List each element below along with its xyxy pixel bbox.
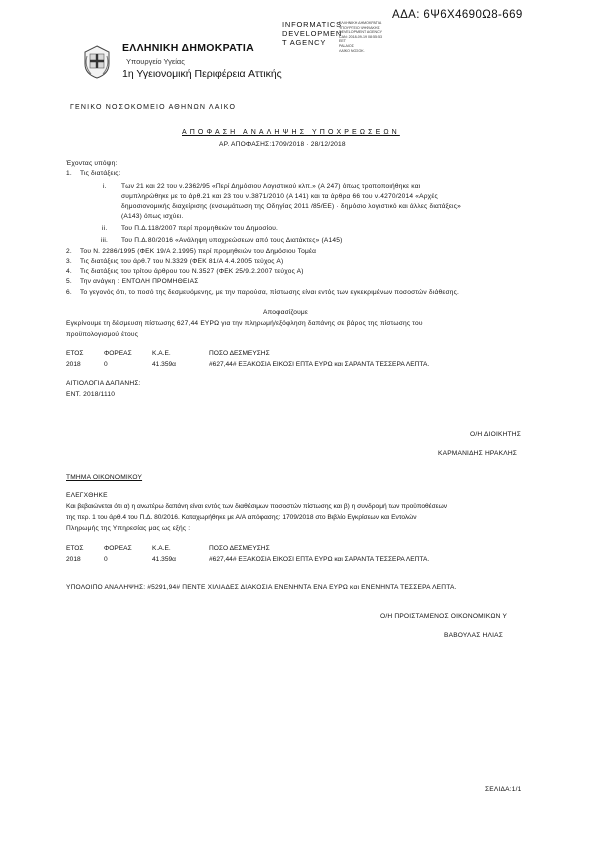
list-item: 4. Τις διατάξεις του τρίτου άρθρου του Ν.3527 (ΦΕΚ 25/9.2.2007 τεύχος Α): [66, 268, 304, 275]
finance-head-name: ΒΑΒΟΥΛΑΣ ΗΛΙΑΣ: [444, 632, 504, 639]
list-item: 3. Τις διατάξεις του άρθ.7 του Ν.3329 (ΦΕΚ 81/Α 4.4.2005 τεύχος Α): [66, 258, 284, 265]
finance-dept-title: ΤΜΗΜΑ ΟΙΚΟΝΟΜΙΚΟΥ: [66, 474, 143, 481]
list-item-continued: (Α143) όπως ισχύει.: [121, 213, 184, 220]
table-header: Κ.Α.Ε.: [152, 350, 171, 357]
list-item: 1. Τις διατάξεις:: [66, 170, 121, 177]
list-item: i. Των 21 και 22 του ν.2362/95 «Περί Δημόσιου Λογιστικού κλπ.» (Α 247) όπως τροποποιήθηκε και: [103, 183, 421, 190]
republic-title: ΕΛΛΗΝΙΚΗ ΔΗΜΟΚΡΑΤΙΑ: [122, 42, 254, 54]
list-item: iii. Του Π.Δ.80/2016 «Ανάληψη υποχρεώσεων από τους Διατάκτες» (Α145): [101, 237, 343, 244]
digital-signature-block: ΕΛΛΗΝΙΚΗ ΔΗΜΟΚΡΑΤΙΑ ΥΠΟΥΡΓΕΙΟ ΨΗΦΙΑΚΗΣ DEVELOPMENT AGENCY CAN: 2018-09-19 08:55:53 EET PALAIOΣ ΛΑΪΚΟ ΝΟΣΟΚ.: [339, 21, 383, 53]
ada-code: ΑΔΑ: 6Ψ6Χ4690Ω8-669: [392, 9, 523, 21]
list-item: 6. Το γεγονός ότι, το ποσό της δεσμευόμενης, με την παρούσα, πίστωσης είναι εντός των εγκεκριμένων ποσοστών διάθεσης.: [66, 289, 460, 296]
decide-text-line: προϋπολογισμού έτους: [66, 331, 139, 338]
table-cell: 0: [104, 556, 108, 563]
finance-text-line: Και βεβαιώνεται ότι α) η ανωτέρω δαπάνη είναι εντός των διαθέσιμων ποσοστών πίστωσης και β) η συνδρομή των προϋποθέσεων: [66, 503, 448, 510]
list-item: ii. Του Π.Δ.118/2007 περί προμηθειών του Δημοσίου.: [102, 225, 279, 232]
table-cell: 41.359α: [152, 556, 176, 563]
table-header: ΕΤΟΣ: [66, 350, 84, 357]
director-name: ΚΑΡΜΑΝΙΔΗΣ ΗΡΑΚΛΗΣ: [438, 450, 518, 457]
table-cell: #627,44# ΕΞΑΚΟΣΙΑ ΕΙΚΟΣΙ ΕΠΤΑ ΕΥΡΩ και ΣΑΡΑΝΤΑ ΤΕΣΣΕΡΑ ΛΕΠΤΑ.: [209, 556, 430, 563]
hospital-name: ΓΕΝΙΚΟ ΝΟΣΟΚΟΜΕΙΟ ΑΘΗΝΩΝ ΛΑΙΚΟ: [70, 104, 237, 111]
table-header: ΦΟΡΕΑΣ: [104, 545, 132, 552]
table-header: ΕΤΟΣ: [66, 545, 84, 552]
decide-heading: Αποφασίζουμε: [263, 309, 309, 316]
justification-value: ΕΝΤ. 2018/1110: [66, 391, 116, 398]
page-number: ΣΕΛΙΔΑ:1/1: [485, 786, 522, 793]
finance-head-role: Ο/Η ΠΡΟΙΣΤΑΜΕΝΟΣ ΟΙΚΟΝΟΜΙΚΩΝ Υ: [380, 613, 508, 620]
decision-title: ΑΠΟΦΑΣΗ ΑΝΑΛΗΨΗΣ ΥΠΟΧΡΕΩΣΕΩΝ: [182, 129, 400, 136]
informatics-agency-logo: INFORMATICS DEVELOPMEN T AGENCY: [282, 20, 343, 47]
checked-label: ΕΛΕΓΧΘΗΚΕ: [66, 492, 108, 499]
list-item: 5. Την ανάγκη : ΕΝΤΟΛΗ ΠΡΟΜΗΘΕΙΑΣ: [66, 278, 199, 285]
decide-text-line: Εγκρίνουμε τη δέσμευση πίστωσης 627,44 ΕΥΡΩ για την πληρωμή/εξόφληση δαπάνης σε βάρος της πίστωσης του: [66, 320, 423, 327]
list-item: 2. Του Ν. 2286/1995 (ΦΕΚ 19/Α 2.1995) περί προμηθειών του Δημόσιου Τομέα: [66, 248, 317, 255]
decision-number: ΑΡ. ΑΠΟΦΑΣΗΣ:1709/2018 · 28/12/2018: [219, 141, 346, 148]
table-header: ΦΟΡΕΑΣ: [104, 350, 132, 357]
director-role: Ο/Η ΔΙΟΙΚΗΤΗΣ: [470, 431, 522, 438]
health-region: 1η Υγειονομική Περιφέρεια Αττικής: [122, 68, 282, 80]
basis-intro: Έχοντας υπόψη:: [66, 160, 118, 167]
list-item-continued: συμπληρώθηκε με το άρθ.21 και 23 του ν.3871/2010 (Α 141) και τα άρθρα 66 του ν.4270/2014 «Αρχές: [121, 193, 438, 200]
table-cell: 2018: [66, 556, 81, 563]
greek-emblem-icon: [82, 44, 112, 80]
table-header: ΠΟΣΟ ΔΕΣΜΕΥΣΗΣ: [209, 545, 270, 552]
table-cell: 41.359α: [152, 361, 176, 368]
finance-text-line: της περ. 1 του άρθ.4 του Π.Δ. 80/2016. Καταχωρήθηκε με Α/Α απόφασης: 1709/2018 στο Βιβλίο Εγκρίσεων και Εντολών: [66, 514, 417, 521]
remaining-balance: ΥΠΟΛΟΙΠΟ ΑΝΑΛΗΨΗΣ: #5291,94# ΠΕΝΤΕ ΧΙΛΙΑΔΕΣ ΔΙΑΚΟΣΙΑ ΕΝΕΝΗΝΤΑ ΕΝΑ ΕΥΡΩ και ΕΝΕΝΗΝΤΑ ΤΕΣΣΕΡΑ ΛΕΠΤΑ.: [66, 584, 457, 591]
table-cell: #627,44# ΕΞΑΚΟΣΙΑ ΕΙΚΟΣΙ ΕΠΤΑ ΕΥΡΩ και ΣΑΡΑΝΤΑ ΤΕΣΣΕΡΑ ΛΕΠΤΑ.: [209, 361, 430, 368]
ministry-name: Υπουργείο Υγείας: [126, 57, 185, 66]
table-cell: 2018: [66, 361, 81, 368]
table-header: ΠΟΣΟ ΔΕΣΜΕΥΣΗΣ: [209, 350, 270, 357]
finance-text-line: Πληρωμής της Υπηρεσίας μας ως εξής :: [66, 525, 191, 532]
table-cell: 0: [104, 361, 108, 368]
justification-label: ΑΙΤΙΟΛΟΓΙΑ ΔΑΠΑΝΗΣ:: [66, 380, 141, 387]
list-item-continued: δημοσιονομικής διαχείρισης (ενσωμάτωση της Οδηγίας 2011 /85/ΕΕ) · δημόσιο λογιστικό και άλλες διατάξεις»: [121, 203, 461, 210]
table-header: Κ.Α.Ε.: [152, 545, 171, 552]
